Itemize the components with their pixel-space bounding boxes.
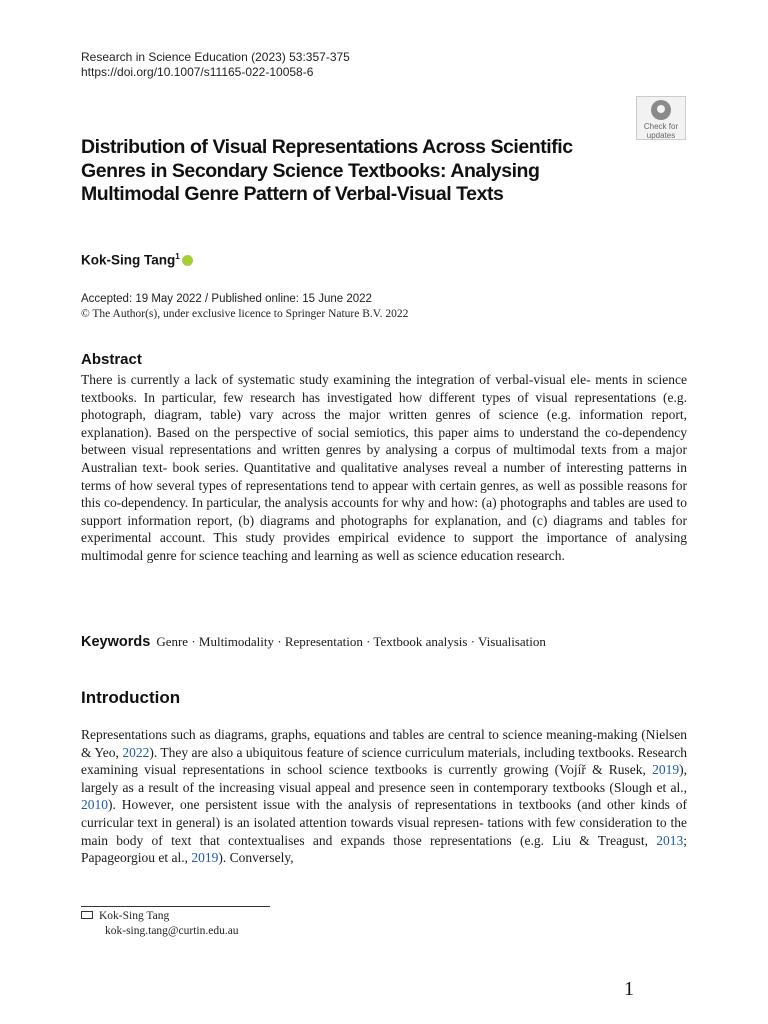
citation-year-link[interactable]: 2010 [81,797,108,813]
journal-citation: Research in Science Education (2023) 53:357-375 [81,50,350,64]
introduction-paragraph [81,726,687,867]
citation-year-link[interactable]: 2022 [122,744,150,760]
keywords-line [81,634,701,650]
journal-header [81,50,350,80]
doi-link[interactable]: https://doi.org/10.1007/s11165-022-10058-6 [81,65,314,79]
intro-text-segment: ). They are also a ubiquitous feature of science curriculum materials, including textbooks. Research examining visual representations in school science textbooks is currently growing (Vojíř & Rusek, [81,744,687,778]
intro-text-segment: ). However, one persistent issue with the analysis of representations in textbooks (and other kinds of curricular text in general) is an isolated attention towards visual represen- tations with few consideration to the main body of text that contextualises and expands those representations (e.g. Liu & Treagust, [81,797,687,848]
author-name[interactable]: Kok-Sing Tang [81,252,176,268]
citation-year-link[interactable]: 2019 [652,762,680,778]
copyright-line: © The Author(s), under exclusive licence to Springer Nature B.V. 2022 [81,308,409,320]
page-number: 1 [624,978,634,1000]
intro-text-segment: ). Conversely, [218,850,294,866]
check-for-updates-badge[interactable]: Check for updates [636,96,686,140]
keywords-list: Genre · Multimodality · Representation · Textbook analysis · Visualisation [156,634,546,649]
intro-text-segment: ), largely as a result of the increasing visual appeal and presence seen in contemporary textbooks (Slough et al., [81,762,687,795]
intro-text-segment: Representations such as diagrams, graphs, equations and tables are central to science meaning-making (Nielsen & Yeo, [81,727,687,760]
orcid-icon[interactable] [182,255,193,266]
publication-dates [81,292,408,322]
author-line [81,252,193,268]
keywords-heading: Keywords [81,634,151,650]
abstract-text: There is currently a lack of systematic study examining the integration of verbal-visual ele- ments in science textbooks. In particular, few research has investigated how different types of visual representations (e.g. photograph, diagram, table) vary across the major written genres of science (e.g. information report, explanation). Based on the perspective of social semiotics, this paper aims to understand the co-dependency between visual representations and written genres by analysing a corpus of multimodal texts from a major Australian text- book series. Quantitative and qualitative analyses reveal a number of interesting patterns in terms of how several types of representations tend to appear with certain genres, as well as possible reasons for this co-dependency. In particular, the analysis accounts for why and how: (a) photographs and tables are used to support information report, (b) diagrams and photographs for explanation, and (c) diagrams and tables for experimental account. This study provides empirical evidence to support the importance of analysing multimodal genre for science teaching and learning as well as science education research. [81,372,687,563]
introduction-heading: Introduction [81,688,181,707]
footnote-email[interactable]: kok-sing.tang@curtin.edu.au [105,925,239,937]
footnote-rule [81,906,270,907]
bookmark-icon [651,100,671,120]
author-affiliation: 1 [175,252,180,261]
abstract-heading: Abstract [81,351,142,368]
paper-title: Distribution of Visual Representations Across Scientific Genres in Secondary Science Textbooks: Analysing Multimodal Genre Pattern of Verbal-Visual Texts [81,136,573,205]
citation-year-link[interactable]: 2019 [191,850,219,866]
citation-year-link[interactable]: 2013 [656,832,684,848]
envelope-icon [81,911,93,919]
footnote [81,909,239,939]
accepted-published: Accepted: 19 May 2022 / Published online: 15 June 2022 [81,293,372,305]
intro-text-segment: ; Papageorgiou et al., [81,832,687,866]
footnote-author: Kok-Sing Tang [99,910,170,922]
